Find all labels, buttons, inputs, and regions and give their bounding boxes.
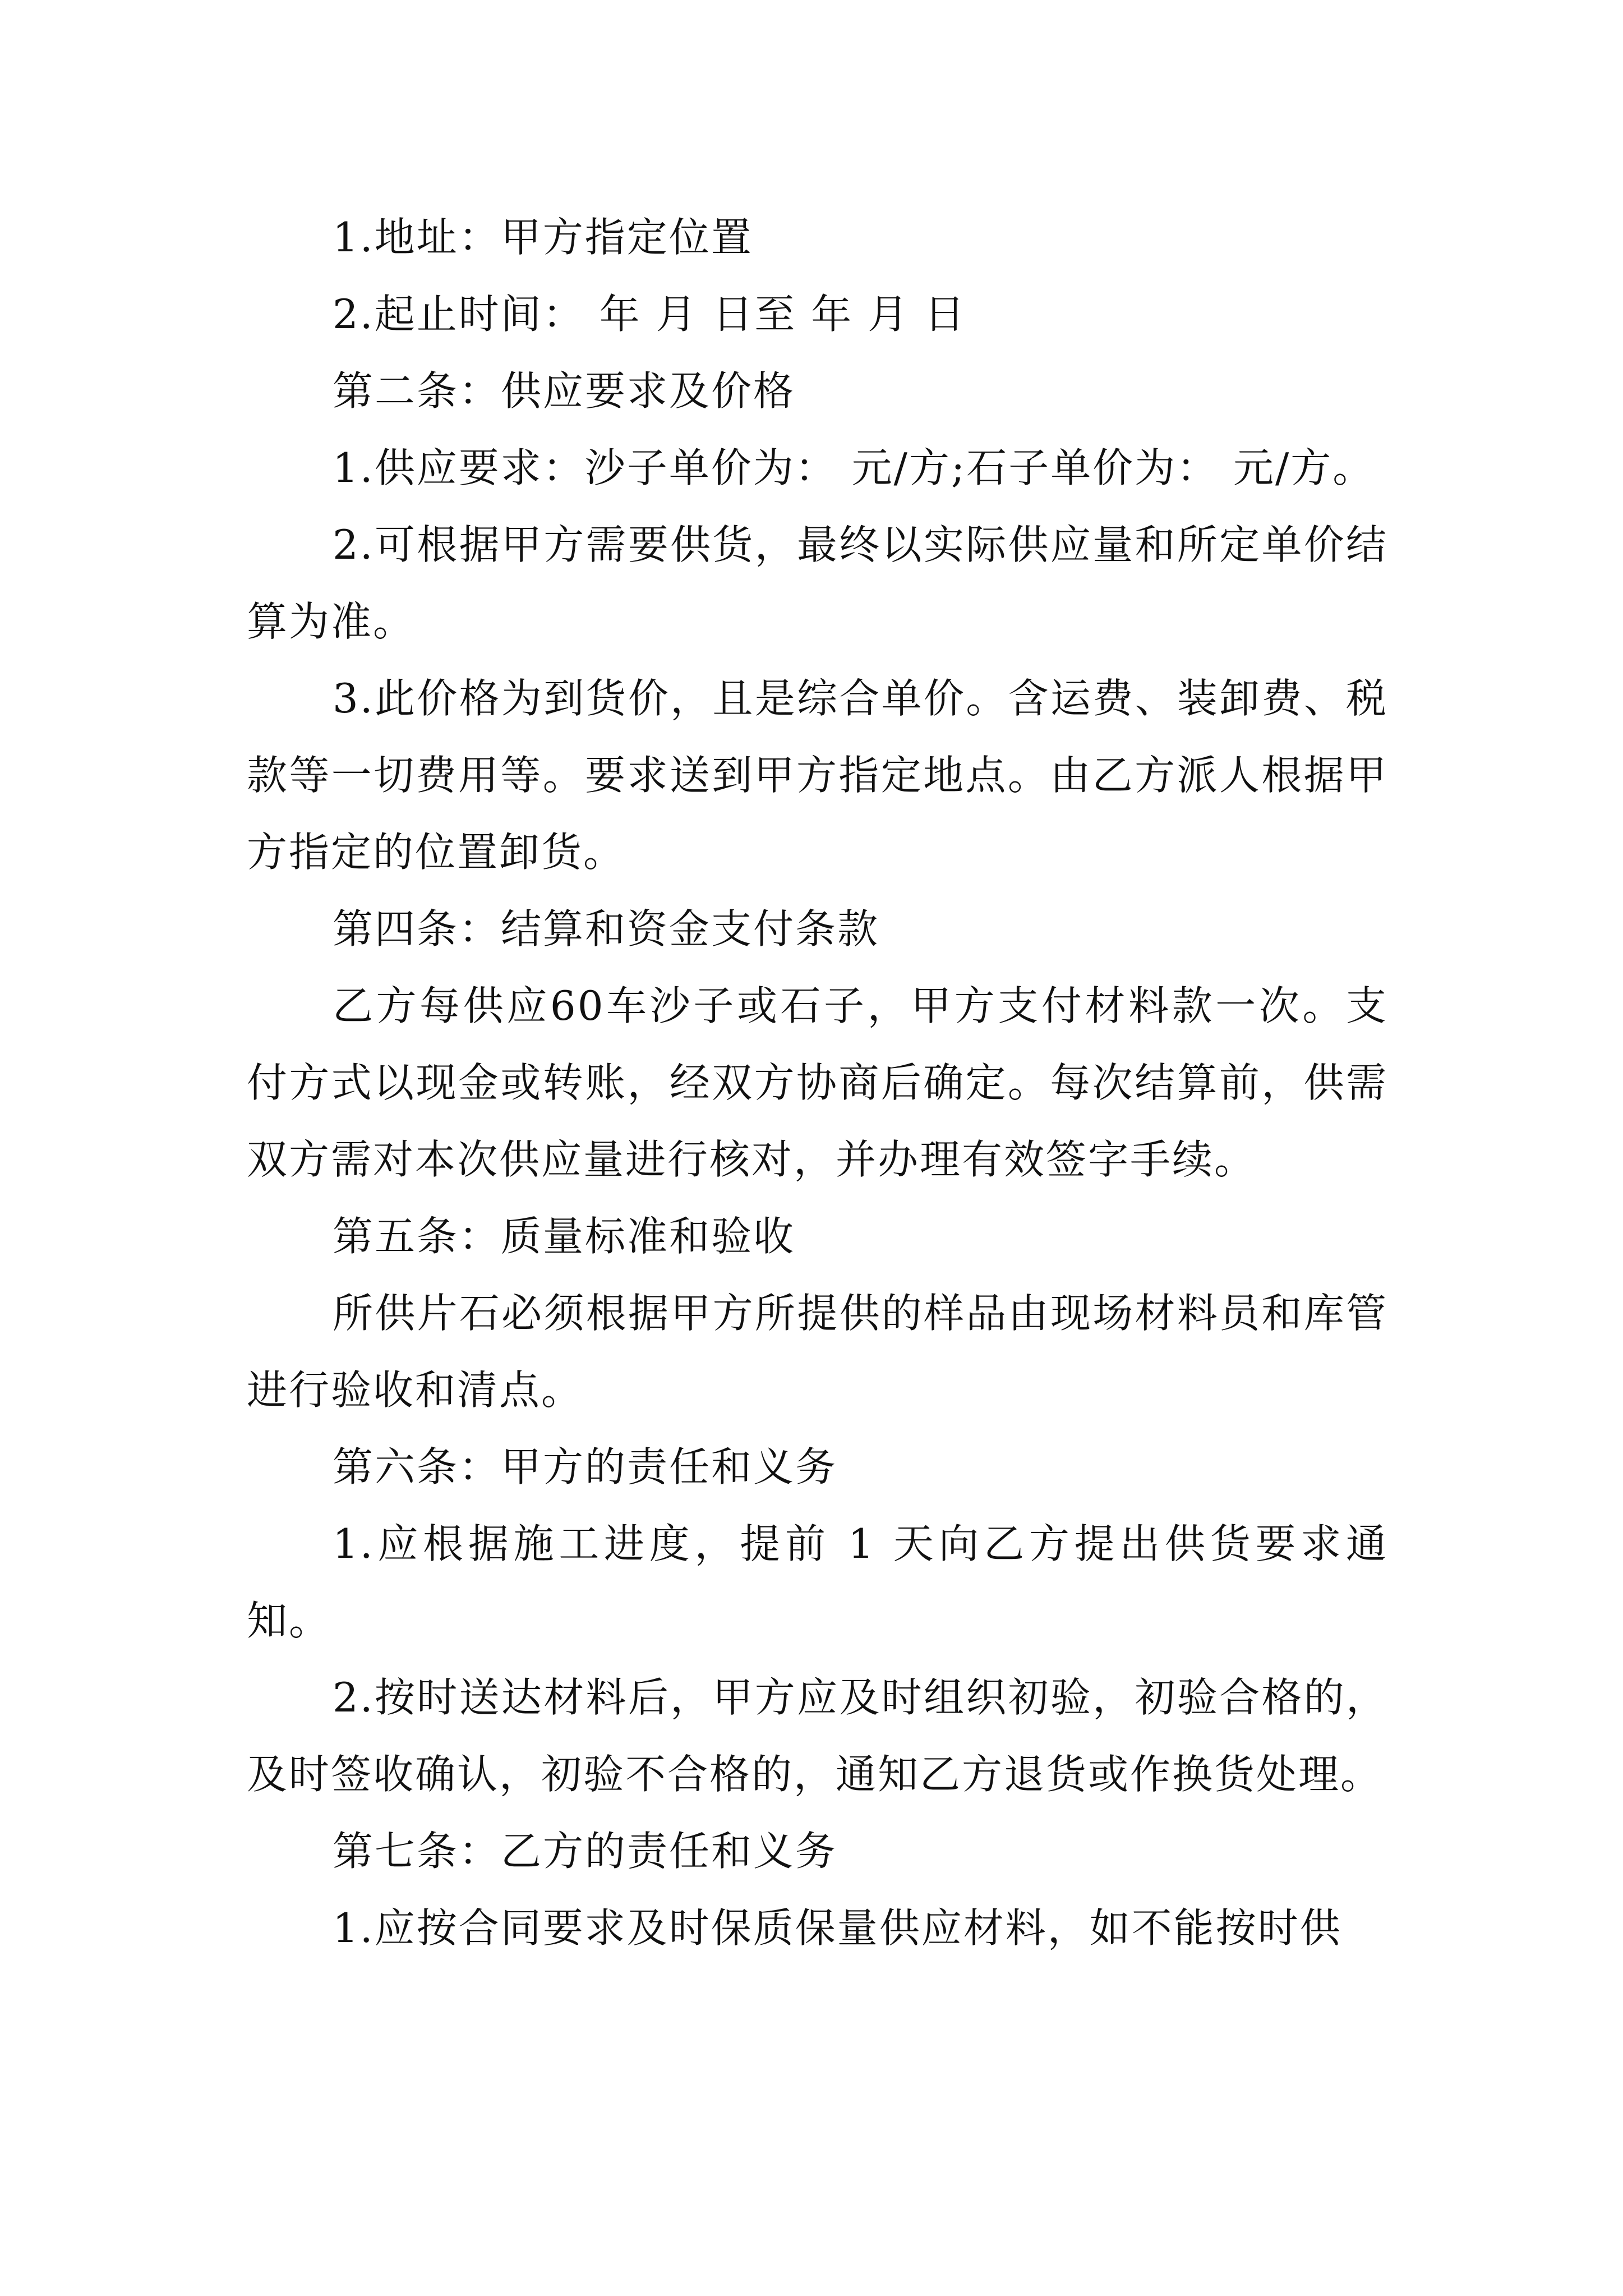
clause-delivered-price: 3.此价格为到货价，且是综合单价。含运费、装卸费、税款等一切费用等。要求送到甲方指定地点。由乙方派人根据甲方指定的位置卸货。 (247, 675, 1388, 876)
article-6-heading: 第六条：甲方的责任和义务 (333, 1443, 838, 1490)
document-body (247, 199, 1388, 1967)
article-5-heading: 第五条：质量标准和验收 (333, 1213, 796, 1260)
clause-party-a-inspection: 2.按时送达材料后，甲方应及时组织初验，初验合格的，及时签收确认，初验不合格的，通知乙方退货或作换货处理。 (247, 1674, 1388, 1798)
clause-quality-acceptance: 所供片石必须根据甲方所提供的样品由现场材料员和库管进行验收和清点。 (247, 1290, 1388, 1414)
article-4-heading: 第四条：结算和资金支付条款 (333, 905, 880, 953)
clause-payment-terms: 乙方每供应60车沙子或石子，甲方支付材料款一次。支付方式以现金或转账，经双方协商后确定。每次结算前，供需双方需对本次供应量进行核对，并办理有效签字手续。 (247, 982, 1388, 1183)
clause-supply-requirement: 1.供应要求：沙子单价为： 元/方;石子单价为： 元/方。 (333, 444, 1375, 491)
clause-settlement-basis: 2.可根据甲方需要供货，最终以实际供应量和所定单价结算为准。 (247, 521, 1388, 645)
clause-address: 1.地址：甲方指定位置 (333, 214, 753, 261)
article-7-heading: 第七条：乙方的责任和义务 (333, 1828, 838, 1875)
clause-party-b-supply: 1.应按合同要求及时保质保量供应材料，如不能按时供 (333, 1904, 1342, 1952)
clause-party-a-notice: 1.应根据施工进度，提前 1 天向乙方提出供货要求通知。 (247, 1520, 1388, 1644)
clause-period: 2.起止时间： 年 月 日至 年 月 日 (333, 291, 967, 338)
article-2-heading: 第二条：供应要求及价格 (333, 367, 796, 415)
